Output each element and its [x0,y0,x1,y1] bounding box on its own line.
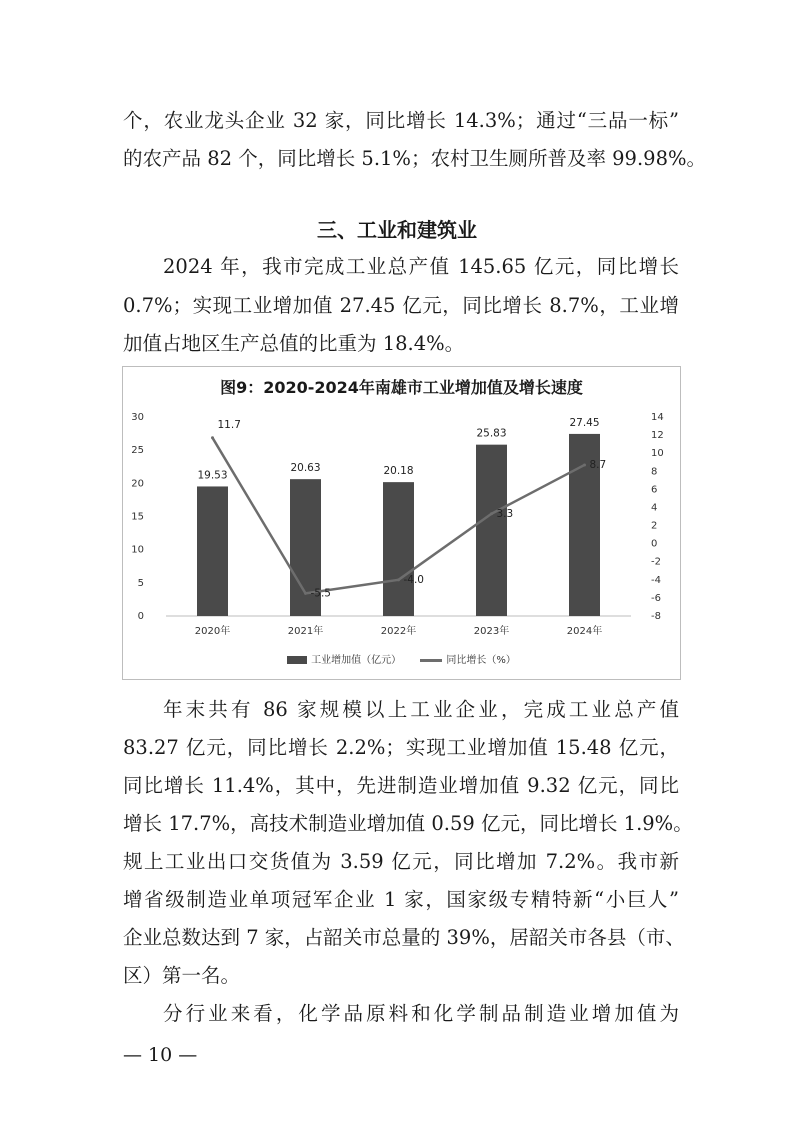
y-right-tick-label: 8 [651,466,658,478]
paragraph-line: 企业总数达到 7 家，占韶关市总量的 39%，居韶关市各县（市、 [123,926,685,949]
y-left-tick-label: 5 [137,577,144,589]
bar [383,482,414,616]
legend-label-bar: 工业增加值（亿元） [311,655,402,666]
y-right-tick-label: -8 [651,611,661,622]
line-point [490,512,493,515]
y-left-tick-label: 10 [131,544,144,556]
x-tick-label: 2024年 [566,626,603,637]
section-heading: 三、工业和建筑业 [317,218,477,242]
bar-data-label: 25.83 [476,427,507,440]
y-left-tick-label: 0 [137,611,144,622]
y-left-tick-label: 20 [131,478,144,490]
x-tick-label: 2023年 [473,626,510,637]
paragraph-line: 规上工业出口交货值为 3.59 亿元，同比增加 7.2%。我市新 [123,850,679,873]
paragraph-line: 83.27 亿元，同比增长 2.2%；实现工业增加值 15.48 亿元， [123,736,679,759]
bar-data-label: 20.18 [383,465,414,478]
legend-item-bar [287,651,401,666]
paragraph-line: 个，农业龙头企业 32 家，同比增长 14.3%；通过“三品一标” [123,109,679,132]
y-right-tick-label: -2 [651,556,661,568]
paragraph-line: 年末共有 86 家规模以上工业企业，完成工业总产值 [163,698,679,721]
line-point [583,463,586,466]
paragraph-line: 2024 年，我市完成工业总产值 145.65 亿元，同比增长 [163,255,679,278]
page-number: — 10 — [123,1044,198,1066]
chart-title: 图9：2020-2024年南雄市工业增加值及增长速度 [220,378,583,397]
x-tick-label: 2022年 [380,626,417,637]
paragraph-line: 同比增长 11.4%，其中，先进制造业增加值 9.32 亿元，同比 [123,774,679,797]
paragraph-line: 的农产品 82 个，同比增长 5.1%；农村卫生厕所普及率 99.98%。 [123,147,707,170]
paragraph-line: 分行业来看，化学品原料和化学制品制造业增加值为 [163,1002,679,1025]
line-point [211,436,214,439]
y-right-tick-label: -4 [651,574,661,586]
y-left-tick-label: 25 [131,445,144,457]
line-data-label: -4.0 [403,573,424,586]
bar [476,445,507,616]
line-data-label: -5.5 [310,587,331,600]
x-tick-label: 2021年 [287,626,324,637]
chart-container [122,366,681,680]
line-data-label: 3.3 [496,507,514,520]
line-data-label: 8.7 [589,458,607,471]
bar [197,486,228,616]
legend-swatch-bar [287,656,307,664]
y-right-tick-label: 14 [651,412,664,423]
y-right-tick-label: 6 [651,484,658,496]
paragraph-line: 增省级制造业单项冠军企业 1 家，国家级专精特新“小巨人” [123,888,679,911]
y-right-tick-label: 2 [651,520,658,532]
line-data-label: 11.7 [217,418,241,431]
y-right-tick-label: -6 [651,592,661,604]
paragraph-line: 区）第一名。 [123,964,241,987]
y-right-tick-label: 4 [651,502,658,514]
legend-item-line [420,651,516,666]
line-point [397,578,400,581]
y-left-tick-label: 30 [131,412,144,423]
combo-chart [123,367,680,679]
y-right-tick-label: 12 [651,430,664,442]
line-point [304,592,307,595]
bar-data-label: 19.53 [197,469,228,482]
paragraph-line: 0.7%；实现工业增加值 27.45 亿元，同比增长 8.7%，工业增 [123,294,679,317]
legend-label-line: 同比增长（%） [446,655,516,666]
bar-data-label: 20.63 [290,462,321,475]
legend-swatch-line [420,659,442,662]
x-tick-label: 2020年 [194,626,231,637]
chart-legend [123,651,680,666]
y-right-tick-label: 10 [651,448,664,460]
paragraph-line: 加值占地区生产总值的比重为 18.4%。 [123,332,465,355]
y-left-tick-label: 15 [131,511,144,523]
bar-data-label: 27.45 [569,416,600,429]
paragraph-line: 增长 17.7%，高技术制造业增加值 0.59 亿元，同比增长 1.9%。 [123,812,693,835]
y-right-tick-label: 0 [651,538,658,550]
